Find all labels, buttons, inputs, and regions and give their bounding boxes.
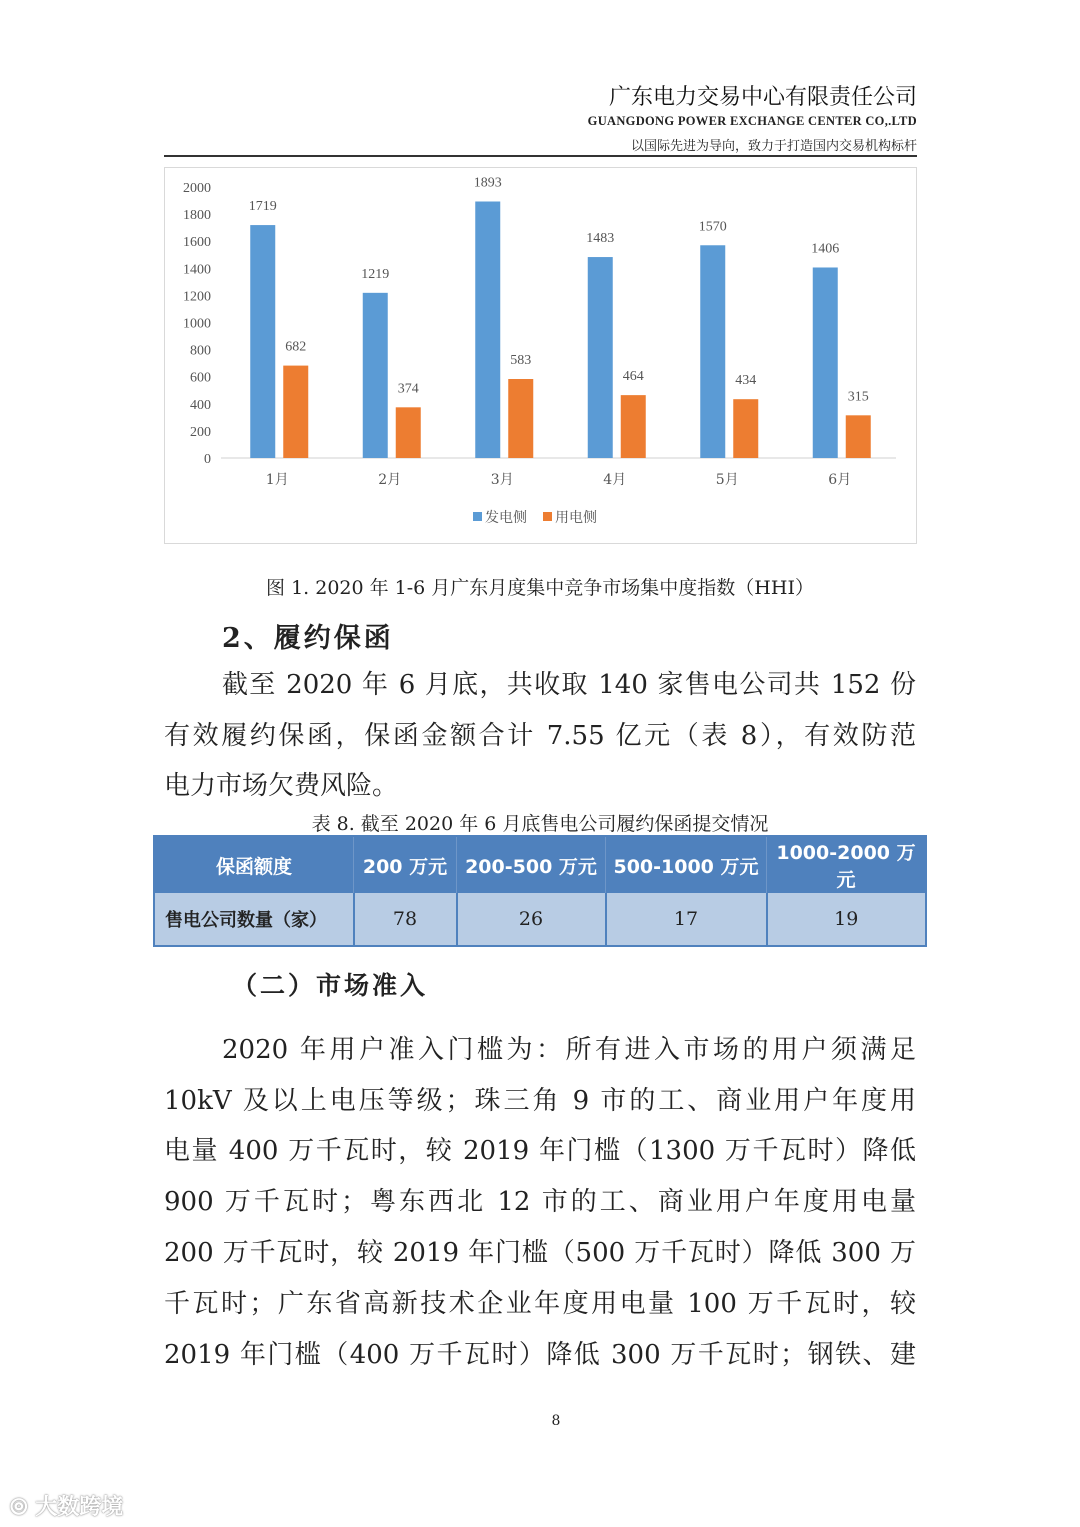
legend-swatch: [473, 512, 482, 521]
x-tick-label: 6月: [828, 472, 852, 488]
data-label: 374: [397, 381, 419, 397]
paragraph-line: 截至 2020 年 6 月底，共收取 140 家售电公司共 152 份: [222, 670, 916, 700]
section-heading-market-access: （二）市场准入: [232, 971, 429, 1000]
paragraph-line: 电量 400 万千瓦时，较 2019 年门槛（1300 万千瓦时）降低: [164, 1136, 916, 1166]
bar-generation: [813, 267, 838, 458]
x-tick-label: 2月: [378, 472, 402, 488]
company-name-cn: 广东电力交易中心有限责任公司: [608, 85, 917, 110]
hhi-chart: [164, 167, 917, 544]
watermark-text: 大数跨境: [35, 1495, 124, 1520]
data-label: 1893: [473, 175, 502, 191]
bar-generation: [588, 257, 613, 458]
table-header: 500-1000 万元: [606, 836, 767, 893]
data-label: 1219: [361, 266, 390, 282]
y-tick-label: 800: [190, 343, 211, 359]
y-tick-label: 0: [204, 452, 211, 467]
paragraph-line: 千瓦时；广东省高新技术企业年度用电量 100 万千瓦时，较: [164, 1289, 916, 1319]
y-tick-label: 1800: [183, 208, 211, 224]
watermark-logo: ⦾ 大数跨境: [10, 1495, 124, 1520]
figure-caption: 图 1. 2020 年 1-6 月广东月度集中竞争市场集中度指数（HHI）: [266, 577, 814, 599]
y-tick-label: 1600: [183, 235, 211, 251]
table-caption: 表 8. 截至 2020 年 6 月底售电公司履约保函提交情况: [311, 813, 769, 835]
paragraph-line: 200 万千瓦时，较 2019 年门槛（500 万千瓦时）降低 300 万: [164, 1238, 916, 1268]
y-tick-label: 1400: [183, 262, 211, 278]
bar-consumption: [283, 366, 308, 458]
y-tick-label: 1200: [183, 289, 211, 305]
data-label: 1719: [248, 199, 277, 215]
data-label: 1570: [698, 219, 727, 235]
x-tick-label: 3月: [490, 472, 514, 488]
data-label: 682: [285, 339, 307, 355]
paragraph-line: 900 万千瓦时；粤东西北 12 市的工、商业用户年度用电量: [164, 1187, 916, 1217]
y-tick-label: 1000: [183, 316, 211, 332]
table-header: 200 万元: [354, 836, 457, 893]
x-tick-label: 1月: [265, 472, 289, 488]
table-cell: 78: [354, 893, 457, 946]
table-header-row: [154, 836, 926, 893]
chart-svg: [165, 168, 916, 543]
legend-label: 发电侧: [485, 510, 527, 526]
table-cell: 26: [457, 893, 606, 946]
bar-consumption: [396, 407, 421, 458]
table-header: 200-500 万元: [457, 836, 606, 893]
table-cell: 19: [767, 893, 927, 946]
table-cell: 售电公司数量（家）: [154, 893, 354, 946]
company-name-en: GUANGDONG POWER EXCHANGE CENTER CO,.LTD: [587, 114, 917, 128]
y-tick-label: 600: [190, 370, 211, 386]
guarantee-table: [153, 835, 927, 947]
y-tick-label: 400: [190, 397, 211, 413]
table-cell: 17: [606, 893, 767, 946]
paragraph-line: 10kV 及以上电压等级；珠三角 9 市的工、商业用户年度用: [164, 1086, 916, 1116]
bar-generation: [700, 245, 725, 458]
paragraph-line: 电力市场欠费风险。: [164, 771, 399, 801]
bar-consumption: [846, 415, 871, 458]
data-label: 434: [735, 373, 757, 389]
bar-generation: [475, 201, 500, 458]
legend-swatch: [543, 512, 552, 521]
data-label: 1406: [811, 241, 840, 257]
company-slogan: 以国际先进为导向，致力于打造国内交易机构标杆: [630, 139, 917, 154]
data-label: 464: [622, 369, 644, 385]
data-label: 583: [510, 353, 532, 369]
paragraph-line: 2019 年门槛（400 万千瓦时）降低 300 万千瓦时；钢铁、建: [164, 1340, 916, 1370]
header-rule: [164, 155, 917, 157]
legend-label: 用电侧: [555, 510, 597, 526]
table-header: 1000-2000 万元: [767, 836, 927, 893]
data-label: 1483: [586, 231, 615, 247]
page-number: 8: [551, 1413, 561, 1429]
y-tick-label: 200: [190, 424, 211, 440]
bar-generation: [250, 225, 275, 458]
x-tick-label: 5月: [715, 472, 739, 488]
section-heading-guarantee: 2、履约保函: [222, 623, 394, 654]
table-row: [154, 893, 926, 946]
data-label: 315: [847, 389, 869, 405]
y-tick-label: 2000: [183, 181, 211, 196]
table-header: 保函额度: [154, 836, 354, 893]
bar-consumption: [621, 395, 646, 458]
bar-consumption: [733, 399, 758, 458]
x-tick-label: 4月: [603, 472, 627, 488]
paragraph-line: 2020 年用户准入门槛为：所有进入市场的用户须满足: [222, 1035, 916, 1065]
bar-generation: [363, 293, 388, 458]
paragraph-line: 有效履约保函，保函金额合计 7.55 亿元（表 8），有效防范: [164, 721, 916, 751]
bar-consumption: [508, 379, 533, 458]
